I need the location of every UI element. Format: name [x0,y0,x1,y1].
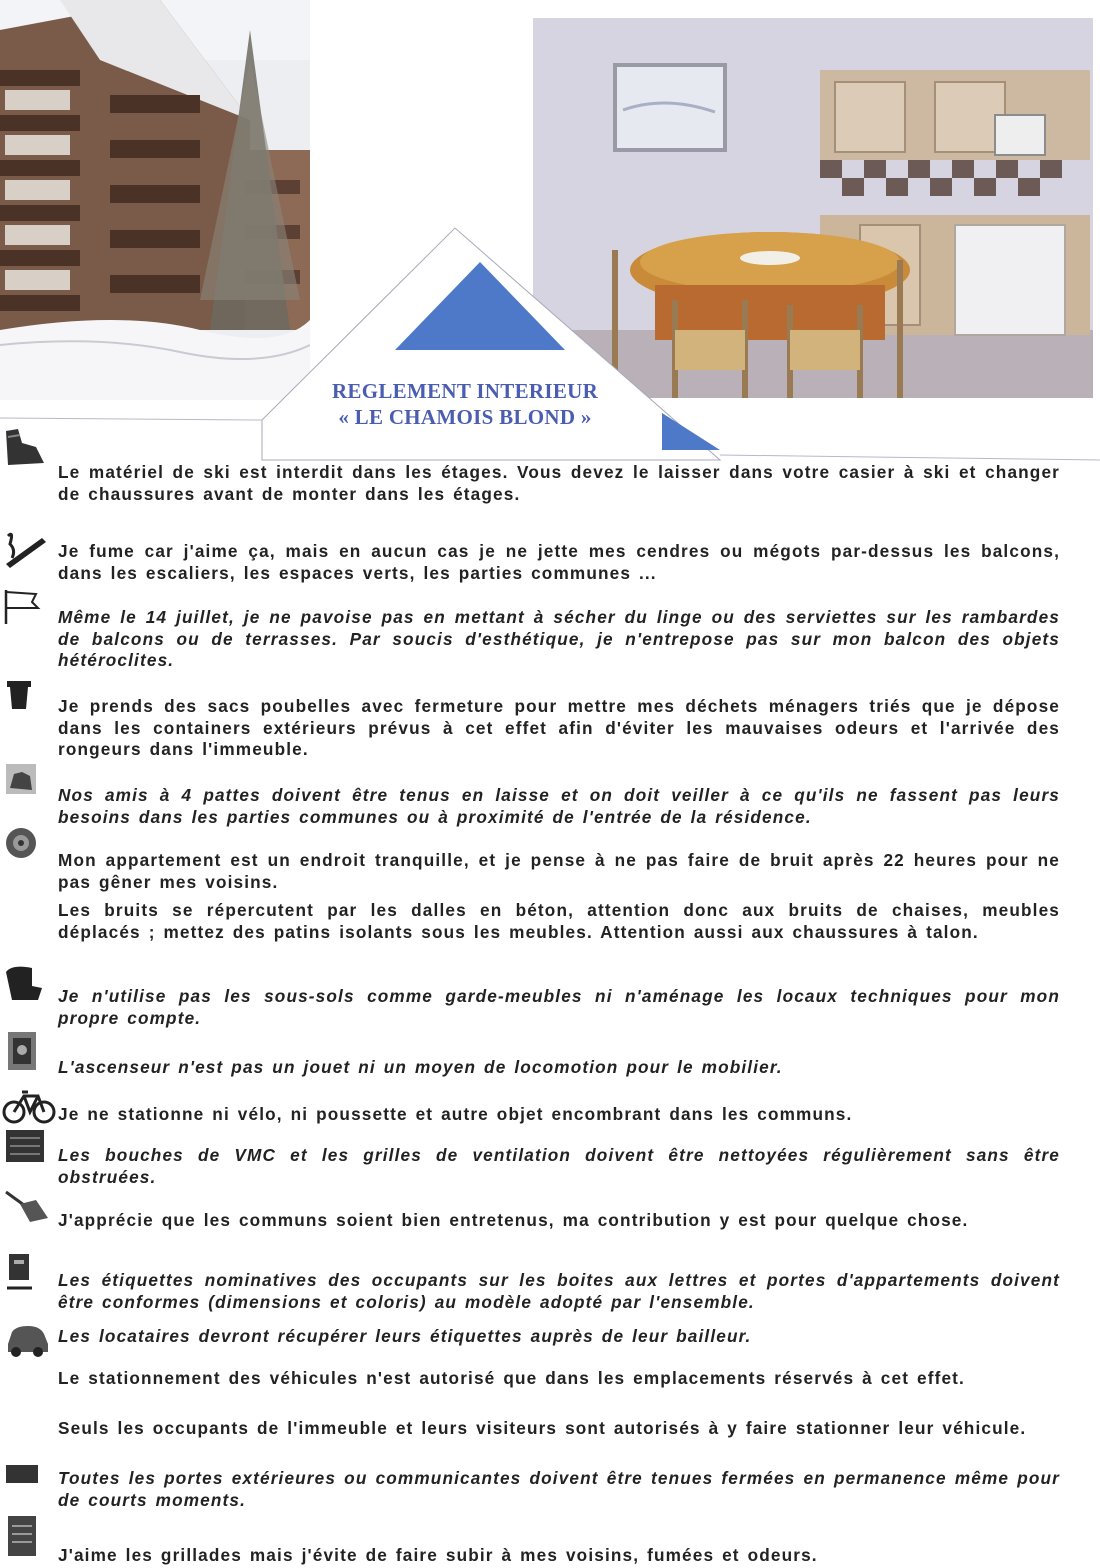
rule-ski-equipment: Le matériel de ski est interdit dans les étages. Vous devez le laisser dans votre casier à ski et changer de chaussures avant de monter dans les étages. [58,462,1060,504]
broom-icon [2,1188,50,1224]
rule-garbage: Je prends des sacs poubelles avec fermeture pour mettre mes déchets ménagers triés que je dépose dans les containers extérieurs prévus à cet effet afin d'éviter les mauvaises odeurs et l'arrivée des rongeurs dans l'immeuble. [58,696,1060,759]
rule-bicycles: Je ne stationne ni vélo, ni poussette et autre objet encombrant dans les communs. [58,1104,853,1124]
rule-name-labels: Les étiquettes nominatives des occupants sur les boites aux lettres et portes d'appartements doivent être conformes (dimensions et coloris) au modèle adopté par l'ensemble. [58,1270,1060,1312]
vent-grille-icon [4,1128,46,1164]
rule-pets: Nos amis à 4 pattes doivent être tenus en laisse et on doit veiller à ce qu'ils ne fassent pas leurs besoins dans les parties communes ou à proximité de l'entrée de la résidence. [58,785,1060,827]
rule-doors-closed: Toutes les portes extérieures ou communicantes doivent être tenues fermées en permanence même pour de courts moments. [58,1468,1060,1510]
barbecue-icon [4,1512,40,1560]
rule-quiet-hours: Mon appartement est un endroit tranquille, et je pense à ne pas faire de bruit après 22 heures pour ne pas gêner mes voisins. [58,850,1060,892]
rule-smoking: Je fume car j'aime ça, mais en aucun cas je ne jette mes cendres ou mégots par-dessus les balcons, dans les escaliers, les espaces verts, les parties communes ... [58,541,1060,583]
rule-label-retrieval: Les locataires devront récupérer leurs étiquettes auprès de leur bailleur. [58,1326,752,1346]
elevator-icon [4,1030,40,1072]
rule-parking-occupants: Seuls les occupants de l'immeuble et leurs visiteurs sont autorisés à y faire stationner leur véhicule. [58,1418,1027,1438]
rule-elevator: L'ascenseur n'est pas un jouet ni un moyen de locomotion pour le mobilier. [58,1057,783,1077]
trash-can-icon [4,675,34,711]
cigarette-icon [2,528,48,568]
noise-icon [4,826,38,860]
bicycle-icon [2,1086,56,1124]
rule-parking: Le stationnement des véhicules n'est autorisé que dans les emplacements réservés à cet effet. [58,1368,965,1388]
dog-icon [4,762,38,798]
rule-barbecue: J'aime les grillades mais j'évite de faire subir à mes voisins, fumées et odeurs. [58,1545,818,1565]
car-icon [4,1322,50,1358]
flag-icon [2,586,42,626]
armchair-icon [2,962,46,1002]
mailbox-icon [6,1252,34,1292]
door-icon [4,1463,40,1485]
rule-basement: Je n'utilise pas les sous-sols comme garde-meubles ni n'aménage les locaux techniques pour mon propre compte. [58,986,1060,1028]
rule-balcony-laundry: Même le 14 juillet, je ne pavoise pas en mettant à sécher du linge ou des serviettes sur les rambardes de balcons ou de terrasses. Par soucis d'esthétique, je n'entrepose pas sur mon balcon des objets hétéroclites. [58,607,1060,670]
page-title: REGLEMENT INTERIEUR [331,379,599,403]
page-subtitle: « LE CHAMOIS BLOND » [338,405,592,429]
rule-noise-slabs: Les bruits se répercutent par les dalles en béton, attention donc aux bruits de chaises, meubles déplacés ; mettez des patins isolants sous les meubles. Attention aussi aux chaussures à talon. [58,900,1060,942]
rule-ventilation: Les bouches de VMC et les grilles de ventilation doivent être nettoyées régulièrement sans être obstruées. [58,1145,1060,1187]
title-block [220,378,710,430]
ski-boot-icon [2,425,48,471]
rule-common-areas: J'apprécie que les communs soient bien entretenus, ma contribution y est pour quelque chose. [58,1210,969,1230]
